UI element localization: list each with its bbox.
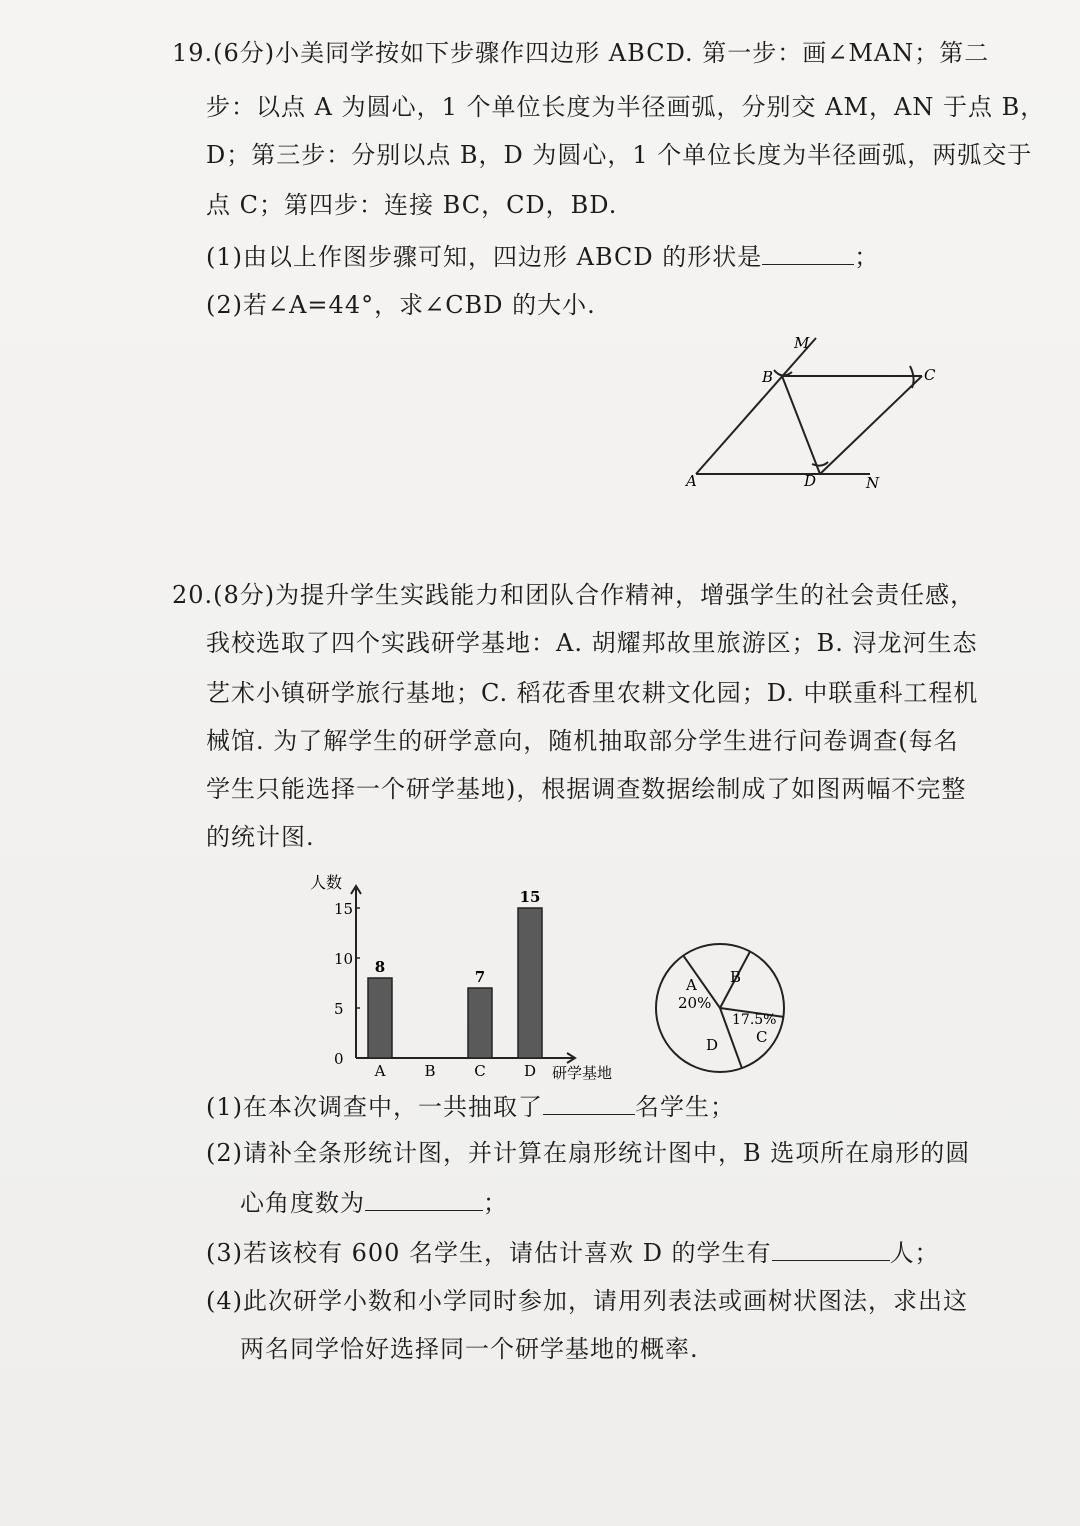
x-axis-label: 研学基地: [552, 1064, 613, 1082]
q20-sub-1-blank[interactable]: [543, 1090, 635, 1115]
pie-label-a: A: [686, 976, 697, 994]
q19-answer-blank[interactable]: [762, 240, 854, 265]
label-d: D: [804, 472, 817, 490]
bar: [368, 978, 392, 1058]
q20-sub-3-text: (3)若该校有 600 名学生，请估计喜欢 D 的学生有: [206, 1239, 772, 1267]
q20-sub-1-text: (1)在本次调查中，一共抽取了: [206, 1093, 543, 1121]
arc-b: [774, 370, 792, 376]
x-tick-label: B: [424, 1062, 436, 1080]
x-tick-label: C: [474, 1062, 486, 1080]
q20-line-6: 的统计图.: [206, 823, 315, 851]
q20-sub-2-text: 心角度数为: [240, 1189, 365, 1217]
pie-value-a: 20%: [678, 994, 712, 1012]
q19-part-1-end: ；: [854, 243, 880, 271]
pie-value-c: 17.5%: [732, 1012, 777, 1028]
pie-label-b: B: [730, 968, 742, 986]
y-tick-label: 10: [334, 950, 354, 968]
q19-line-3: D；第三步：分别以点 B，D 为圆心，1 个单位长度为半径画弧，两弧交于: [206, 141, 1033, 169]
q19-line-4: 点 C；第四步：连接 BC，CD，BD.: [206, 191, 618, 219]
q19-part-1: [206, 240, 879, 272]
q20-sub-3-blank[interactable]: [772, 1236, 890, 1261]
q20-line-5: 学生只能选择一个研学基地)，根据调查数据绘制成了如图两幅不完整: [206, 775, 967, 803]
label-b: B: [762, 368, 774, 386]
q20-sub-1: [206, 1090, 735, 1122]
q20-sub-3: [206, 1236, 940, 1268]
arc-d: [812, 462, 828, 466]
q20-sub-1-end: 名学生；: [635, 1093, 735, 1121]
bar-chart: [300, 866, 640, 1086]
q20-sub-2-line-1: (2)请补全条形统计图，并计算在扇形统计图中，B 选项所在扇形的圆: [206, 1139, 971, 1167]
q19-part-2: (2)若∠A=44°，求∠CBD 的大小.: [206, 291, 596, 319]
y-axis-label: 人数: [310, 873, 343, 892]
y-tick-label: 0: [334, 1050, 344, 1068]
label-m: M: [794, 334, 810, 352]
bar-value-label: 15: [519, 888, 541, 906]
q19-part-1-text: (1)由以上作图步骤可知，四边形 ABCD 的形状是: [206, 243, 763, 271]
bar: [518, 908, 542, 1058]
q20-line-4: 械馆. 为了解学生的研学意向，随机抽取部分学生进行问卷调查(每名: [206, 727, 959, 755]
x-tick-label: A: [374, 1062, 386, 1080]
segment-bd: [782, 376, 820, 474]
q19-line-2: 步：以点 A 为圆心，1 个单位长度为半径画弧，分别交 AM，AN 于点 B，: [206, 93, 1046, 121]
pie-chart: [640, 940, 800, 1080]
label-c: C: [924, 366, 936, 384]
x-tick-label: D: [523, 1062, 537, 1080]
y-tick-label: 5: [334, 1000, 344, 1018]
bar: [468, 988, 492, 1058]
bar-value-label: 8: [374, 958, 386, 976]
segment-cd: [820, 376, 922, 474]
q20-sub-2-blank[interactable]: [365, 1186, 483, 1211]
q20-sub-3-end: 人；: [889, 1239, 940, 1267]
geometry-figure: [670, 330, 940, 500]
label-n: N: [866, 474, 880, 492]
q20-sub-4-line-2: 两名同学恰好选择同一个研学基地的概率.: [240, 1335, 699, 1363]
label-a: A: [686, 472, 697, 490]
q20-sub-4-line-1: (4)此次研学小数和小学同时参加，请用列表法或画树状图法，求出这: [206, 1287, 968, 1315]
segment-am: [696, 338, 816, 474]
q20-line-1: 20.(8分)为提升学生实践能力和团队合作精神，增强学生的社会责任感，: [172, 581, 976, 609]
pie-label-d: D: [706, 1036, 719, 1054]
bar-value-label: 7: [474, 968, 486, 986]
y-tick-label: 15: [334, 900, 354, 918]
pie-label-c: C: [756, 1028, 768, 1046]
q20-line-3: 艺术小镇研学旅行基地；C. 稻花香里农耕文化园；D. 中联重科工程机: [206, 679, 979, 707]
q20-sub-2-line-2: [240, 1186, 508, 1218]
q20-sub-2-end: ；: [483, 1189, 508, 1217]
q19-line-1: 19.(6分)小美同学按如下步骤作四边形 ABCD. 第一步：画∠MAN；第二: [172, 39, 990, 67]
q20-line-2: 我校选取了四个实践研学基地：A. 胡耀邦故里旅游区；B. 浔龙河生态: [206, 629, 978, 657]
